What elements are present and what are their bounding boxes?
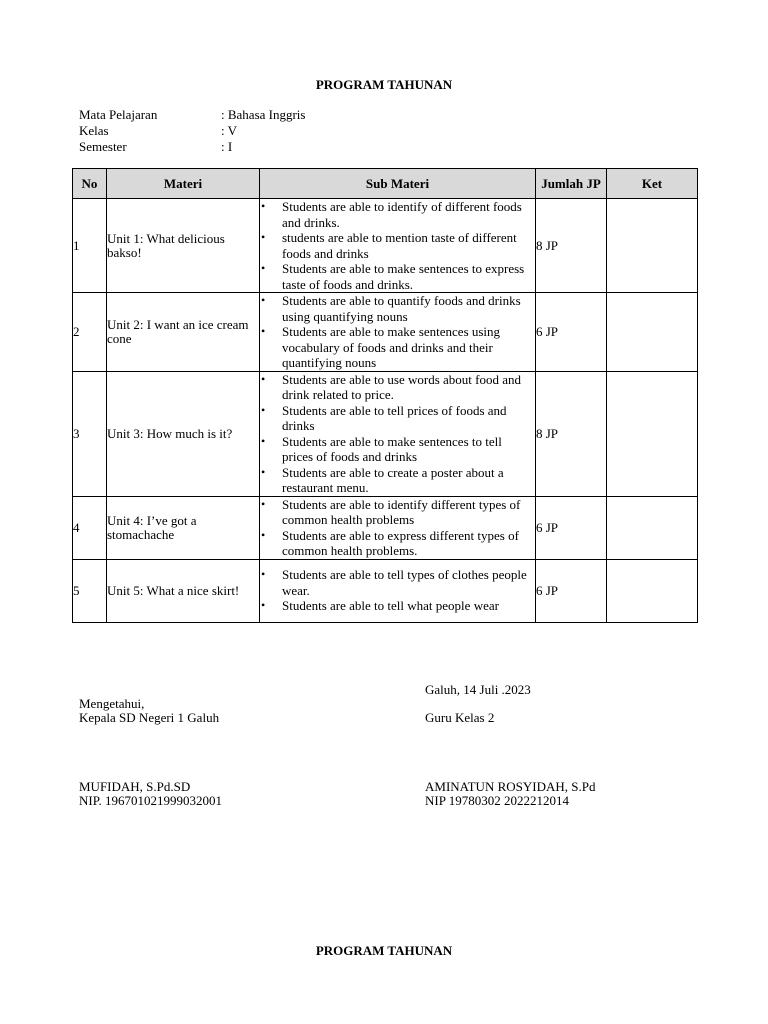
- header-no: No: [73, 169, 107, 199]
- sub-materi-item: • Students are able to identify of different foods and drinks.: [260, 199, 535, 230]
- info-row-semester: [79, 139, 305, 155]
- info-label: Semester: [79, 139, 127, 154]
- signature-left-name: MUFIDAH, S.Pd.SD: [79, 779, 191, 794]
- signature-right-nip: NIP 19780302 2022212014: [425, 793, 569, 808]
- cell-no: 1: [73, 199, 107, 293]
- cell-sub-materi: [260, 371, 536, 496]
- table-row: [73, 496, 698, 559]
- sub-materi-item: • Students are able to express different types of common health problems.: [260, 528, 535, 559]
- cell-ket: [607, 371, 698, 496]
- cell-materi: Unit 2: I want an ice cream cone: [107, 293, 260, 372]
- sub-materi-item: • Students are able to tell what people wear: [260, 598, 535, 614]
- cell-materi: Unit 1: What delicious bakso!: [107, 199, 260, 293]
- cell-materi: Unit 3: How much is it?: [107, 371, 260, 496]
- signature-left-nip: NIP. 196701021999032001: [79, 793, 223, 808]
- cell-materi: Unit 4: I’ve got a stomachache: [107, 496, 260, 559]
- header-sub-materi: Sub Materi: [260, 169, 536, 199]
- cell-sub-materi: [260, 559, 536, 622]
- cell-sub-materi: [260, 496, 536, 559]
- cell-jumlah-jp: 6 JP: [536, 293, 607, 372]
- signature-date: Galuh, 14 Juli .2023: [425, 682, 531, 697]
- page-title-next: PROGRAM TAHUNAN: [315, 943, 453, 958]
- info-value: : I: [221, 139, 233, 154]
- cell-ket: [607, 559, 698, 622]
- info-label: Mata Pelajaran: [79, 107, 158, 122]
- info-value: : V: [221, 123, 238, 138]
- header-jumlah-jp: Jumlah JP: [536, 169, 607, 199]
- table-row: [73, 371, 698, 496]
- info-label: Kelas: [79, 123, 109, 138]
- info-row-class: [79, 123, 305, 139]
- sub-materi-item: • Students are able to use words about food and drink related to price.: [260, 372, 535, 403]
- cell-no: 3: [73, 371, 107, 496]
- sub-materi-item: • Students are able to tell prices of foods and drinks: [260, 403, 535, 434]
- page-title: PROGRAM TAHUNAN: [315, 77, 453, 92]
- info-value: : Bahasa Inggris: [221, 107, 306, 122]
- program-table: [72, 168, 698, 623]
- header-materi: Materi: [107, 169, 260, 199]
- cell-no: 5: [73, 559, 107, 622]
- signature-right-position: Guru Kelas 2: [425, 710, 495, 725]
- signature-left-position: Kepala SD Negeri 1 Galuh: [79, 710, 220, 725]
- sub-materi-item: • Students are able to identify different types of common health problems: [260, 497, 535, 528]
- document-info: [79, 107, 305, 155]
- sub-materi-item: • Students are able to create a poster about a restaurant menu.: [260, 465, 535, 496]
- table-header-row: [73, 169, 698, 199]
- cell-jumlah-jp: 6 JP: [536, 559, 607, 622]
- cell-materi: Unit 5: What a nice skirt!: [107, 559, 260, 622]
- signature-left-acknowledge: Mengetahui,: [79, 696, 145, 711]
- cell-ket: [607, 496, 698, 559]
- cell-sub-materi: [260, 293, 536, 372]
- header-ket: Ket: [607, 169, 698, 199]
- info-row-subject: [79, 107, 305, 123]
- signature-right-name: AMINATUN ROSYIDAH, S.Pd: [425, 779, 596, 794]
- sub-materi-item: • students are able to mention taste of different foods and drinks: [260, 230, 535, 261]
- cell-ket: [607, 199, 698, 293]
- table-row: [73, 293, 698, 372]
- table-row: [73, 199, 698, 293]
- cell-jumlah-jp: 6 JP: [536, 496, 607, 559]
- cell-ket: [607, 293, 698, 372]
- cell-no: 2: [73, 293, 107, 372]
- sub-materi-item: • Students are able to make sentences using vocabulary of foods and drinks and their quantifying nouns: [260, 324, 535, 371]
- cell-no: 4: [73, 496, 107, 559]
- sub-materi-item: • Students are able to tell types of clothes people wear.: [260, 567, 535, 598]
- table-row: [73, 559, 698, 622]
- sub-materi-item: • Students are able to make sentences to tell prices of foods and drinks: [260, 434, 535, 465]
- sub-materi-item: • Students are able to make sentences to express taste of foods and drinks.: [260, 261, 535, 292]
- cell-sub-materi: [260, 199, 536, 293]
- cell-jumlah-jp: 8 JP: [536, 371, 607, 496]
- cell-jumlah-jp: 8 JP: [536, 199, 607, 293]
- sub-materi-item: • Students are able to quantify foods and drinks using quantifying nouns: [260, 293, 535, 324]
